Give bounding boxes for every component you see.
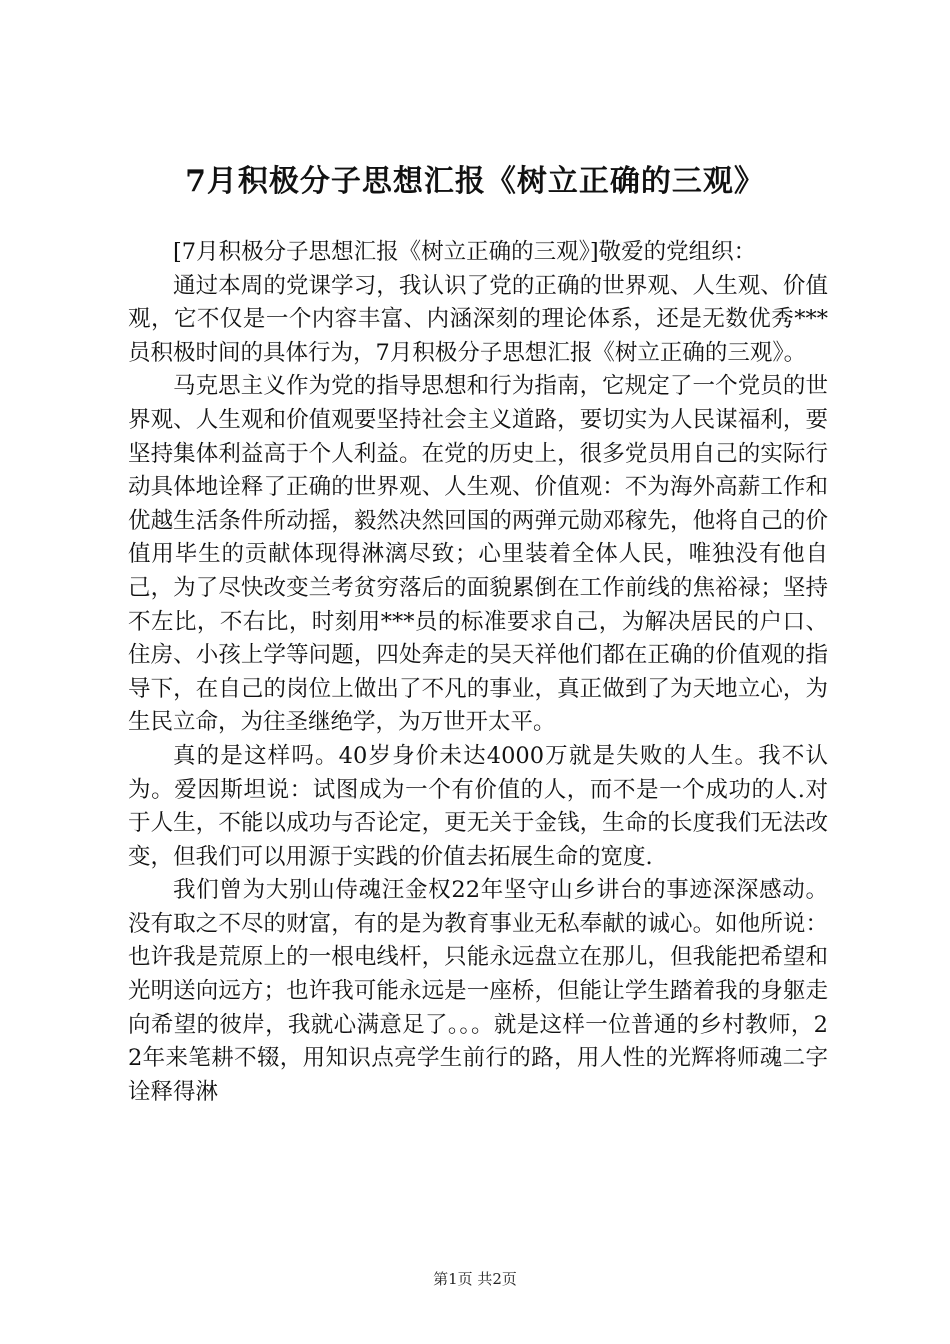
document-body [128,236,828,1109]
paragraph-marxism: 马克思主义作为党的指导思想和行为指南，它规定了一个党员的世界观、人生观和价值观要坚持社会主义道路，要切实为人民谋福利，要坚持集体利益高于个人利益。在党的历史上，很多党员用自己的实际行动具体地诠释了正确的世界观、人生观、价值观：不为海外高薪工作和优越生活条件所动摇，毅然决然回国的两弹元勋邓稼先，他将自己的价值用毕生的贡献体现得淋漓尽致；心里装着全体人民，唯独没有他自己，为了尽快改变兰考贫穷落后的面貌累倒在工作前线的焦裕禄；坚持不左比，不右比，时刻用***员的标准要求自己，为解决居民的户口、住房、小孩上学等问题，四处奔走的吴天祥他们都在正确的价值观的指导下，在自己的岗位上做出了不凡的事业，真正做到了为天地立心，为生民立命，为往圣继绝学，为万世开太平。 [128,373,828,736]
paragraph-value: 真的是这样吗。40岁身价未达4000万就是失败的人生。我不认为。爱因斯坦说：试图成为一个有价值的人，而不是一个成功的人.对于人生，不能以成功与否论定，更无关于金钱，生命的长度我们无法改变，但我们可以用源于实践的价值去拓展生命的宽度. [128,742,828,870]
page-footer: 第1页 共2页 [433,1270,517,1288]
paragraph-intro: 通过本周的党课学习，我认识了党的正确的世界观、人生观、价值观，它不仅是一个内容丰富、内涵深刻的理论体系，还是无数优秀***员积极时间的具体行为，7月积极分子思想汇报《树立正确的三观》。 [128,272,828,366]
document-title: 7月积极分子思想汇报《树立正确的三观》 [185,164,765,199]
paragraph-salutation: [7月积极分子思想汇报《树立正确的三观》]敬爱的党组织： [173,239,757,265]
paragraph-teacher: 我们曾为大别山侍魂汪金权22年坚守山乡讲台的事迹深深感动。没有取之不尽的财富，有的是为教育事业无私奉献的诚心。如他所说：也许我是荒原上的一根电线杆，只能永远盘立在那儿，但我能把希望和光明送向远方；也许我可能永远是一座桥，但能让学生踏着我的身躯走向希望的彼岸，我就心满意足了。。。就是这样一位普通的乡村教师，22年来笔耕不辍，用知识点亮学生前行的路，用人性的光辉将师魂二字诠释得淋 [128,877,828,1105]
